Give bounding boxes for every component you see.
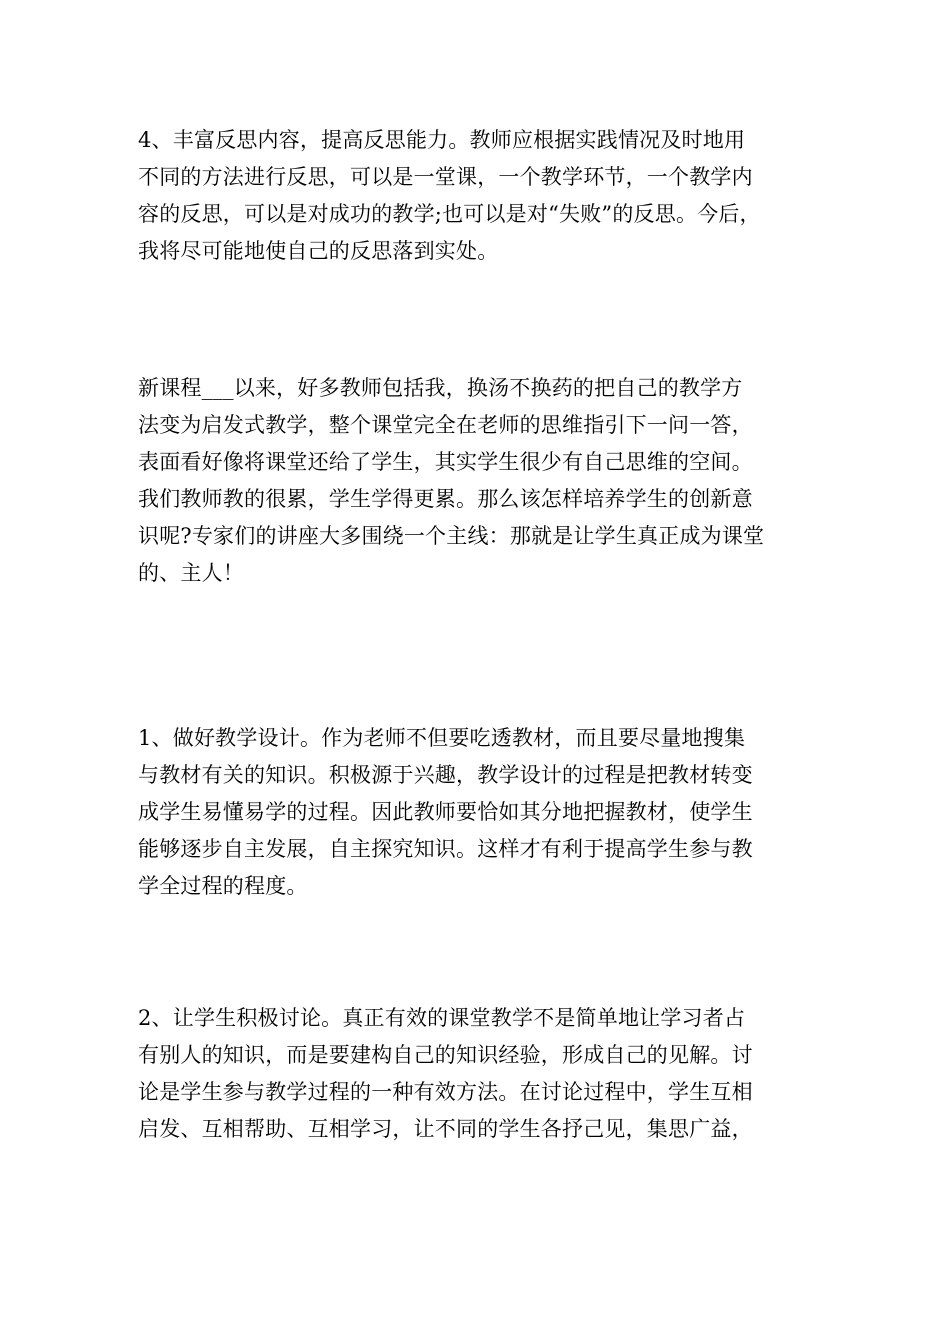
text-line: 的、主人！ (138, 561, 244, 585)
text-line: 1、做好教学设计。作为老师不但要吃透教材，而且要尽量地搜集 (138, 726, 746, 750)
text-line: 我们教师教的很累，学生学得更累。那么该怎样培养学生的创新意 (138, 487, 753, 511)
text-line: 我将尽可能地使自己的反思落到实处。 (138, 239, 499, 263)
text-line: 启发、互相帮助、互相学习，让不同的学生各抒己见，集思广益， (138, 1117, 753, 1141)
text-line: 学全过程的程度。 (138, 874, 308, 898)
text-line: 法变为启发式教学，整个课堂完全在老师的思维指引下一问一答， (138, 413, 753, 437)
text-line: 表面看好像将课堂还给了学生，其实学生很少有自己思维的空间。 (138, 450, 753, 474)
text-line: 容的反思，可以是对成功的教学;也可以是对“失败”的反思。今后， (138, 202, 761, 226)
text-line: 新课程___以来，好多教师包括我，换汤不换药的把自己的教学方 (138, 376, 743, 400)
text-line: 能够逐步自主发展，自主探究知识。这样才有利于提高学生参与教 (138, 837, 753, 861)
text-line: 成学生易懂易学的过程。因此教师要恰如其分地把握教材，使学生 (138, 800, 753, 824)
text-line: 与教材有关的知识。积极源于兴趣，教学设计的过程是把教材转变 (138, 763, 753, 787)
text-line: 不同的方法进行反思，可以是一堂课，一个教学环节，一个教学内 (138, 165, 753, 189)
paragraph-teaching-design (138, 720, 838, 905)
paragraph-new-curriculum (138, 370, 838, 592)
paragraph-student-discussion (138, 1000, 838, 1148)
paragraph-reflection-content (138, 122, 838, 270)
text-line: 论是学生参与教学过程的一种有效方法。在讨论过程中，学生互相 (138, 1080, 753, 1104)
text-line: 识呢?专家们的讲座大多围绕一个主线：那就是让学生真正成为课堂 (138, 524, 765, 548)
text-line: 4、丰富反思内容，提高反思能力。教师应根据实践情况及时地用 (138, 128, 746, 152)
text-line: 2、让学生积极讨论。真正有效的课堂教学不是简单地让学习者占 (138, 1006, 746, 1030)
text-line: 有别人的知识，而是要建构自己的知识经验，形成自己的见解。讨 (138, 1043, 753, 1067)
